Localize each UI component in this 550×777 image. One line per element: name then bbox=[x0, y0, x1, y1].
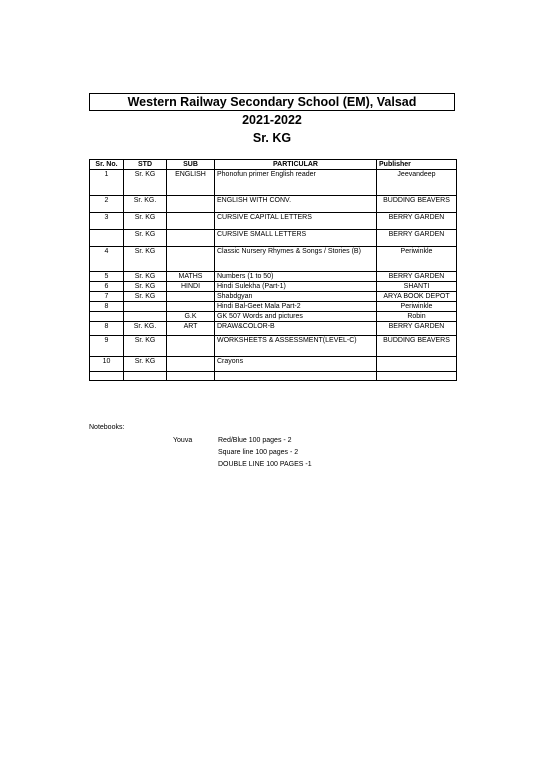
cell-sr-no: 10 bbox=[90, 357, 124, 372]
table-body bbox=[90, 170, 457, 381]
cell-particular: Numbers (1 to 50) bbox=[215, 272, 377, 282]
cell-particular: Hindi Bal-Geet Mala Part-2 bbox=[215, 302, 377, 312]
cell-sr-no: 3 bbox=[90, 213, 124, 230]
notebooks-vendor: Youva bbox=[173, 437, 193, 444]
cell-sr-no: 8 bbox=[90, 302, 124, 312]
notebook-item: Red/Blue 100 pages - 2 bbox=[218, 437, 292, 444]
table-row bbox=[90, 312, 457, 322]
cell-publisher bbox=[377, 372, 457, 381]
cell-sr-no: 2 bbox=[90, 196, 124, 213]
cell-std bbox=[124, 372, 167, 381]
academic-year: 2021-2022 bbox=[242, 113, 302, 127]
cell-particular bbox=[215, 372, 377, 381]
cell-sr-no: 5 bbox=[90, 272, 124, 282]
cell-particular: CURSIVE CAPITAL LETTERS bbox=[215, 213, 377, 230]
cell-std: Sr. KG bbox=[124, 247, 167, 272]
table-row bbox=[90, 282, 457, 292]
col-header-sub: SUB bbox=[167, 160, 215, 170]
cell-particular: Phonofun primer English reader bbox=[215, 170, 377, 196]
cell-sub bbox=[167, 292, 215, 302]
cell-sr-no: 9 bbox=[90, 336, 124, 357]
cell-publisher: BERRY GARDEN bbox=[377, 272, 457, 282]
cell-sub bbox=[167, 336, 215, 357]
cell-publisher: Periwinkle bbox=[377, 247, 457, 272]
table-row bbox=[90, 213, 457, 230]
cell-publisher: ARYA BOOK DEPOT bbox=[377, 292, 457, 302]
cell-sr-no bbox=[90, 312, 124, 322]
cell-publisher: SHANTI bbox=[377, 282, 457, 292]
cell-publisher: Jeevandeep bbox=[377, 170, 457, 196]
col-header-sr-no: Sr. No. bbox=[90, 160, 124, 170]
book-list-table bbox=[89, 159, 457, 381]
cell-sub bbox=[167, 357, 215, 372]
cell-sub bbox=[167, 247, 215, 272]
cell-particular: GK 507 Words and pictures bbox=[215, 312, 377, 322]
cell-publisher: BERRY GARDEN bbox=[377, 322, 457, 336]
cell-std bbox=[124, 302, 167, 312]
cell-sr-no: 6 bbox=[90, 282, 124, 292]
cell-std: Sr. KG. bbox=[124, 322, 167, 336]
cell-sr-no bbox=[90, 230, 124, 247]
table-row bbox=[90, 336, 457, 357]
cell-std: Sr. KG bbox=[124, 170, 167, 196]
cell-particular: ENGLISH WITH CONV. bbox=[215, 196, 377, 213]
cell-std: Sr. KG bbox=[124, 357, 167, 372]
cell-sub bbox=[167, 302, 215, 312]
cell-std bbox=[124, 312, 167, 322]
school-title: Western Railway Secondary School (EM), Valsad bbox=[89, 93, 455, 111]
cell-particular: DRAW&COLOR-B bbox=[215, 322, 377, 336]
cell-sr-no bbox=[90, 372, 124, 381]
table-row bbox=[90, 230, 457, 247]
cell-particular: Hindi Sulekha (Part-1) bbox=[215, 282, 377, 292]
cell-particular: Classic Nursery Rhymes & Songs / Stories (B) bbox=[215, 247, 377, 272]
notebook-item: Square line 100 pages - 2 bbox=[218, 449, 299, 456]
cell-particular: Shabdgyan bbox=[215, 292, 377, 302]
cell-std: Sr. KG. bbox=[124, 196, 167, 213]
cell-publisher: BERRY GARDEN bbox=[377, 230, 457, 247]
cell-std: Sr. KG bbox=[124, 292, 167, 302]
cell-publisher: BUDDING BEAVERS bbox=[377, 336, 457, 357]
cell-particular: Crayons bbox=[215, 357, 377, 372]
table-row bbox=[90, 302, 457, 312]
notebook-item: DOUBLE LINE 100 PAGES -1 bbox=[218, 461, 312, 468]
col-header-std: STD bbox=[124, 160, 167, 170]
table-header-row bbox=[90, 160, 457, 170]
table-row bbox=[90, 322, 457, 336]
cell-sr-no: 7 bbox=[90, 292, 124, 302]
cell-std: Sr. KG bbox=[124, 272, 167, 282]
notebooks-label: Notebooks: bbox=[89, 424, 125, 431]
cell-std: Sr. KG bbox=[124, 230, 167, 247]
table-row bbox=[90, 170, 457, 196]
cell-sub bbox=[167, 230, 215, 247]
cell-publisher: BERRY GARDEN bbox=[377, 213, 457, 230]
cell-std: Sr. KG bbox=[124, 213, 167, 230]
cell-publisher: Robin bbox=[377, 312, 457, 322]
cell-publisher: BUDDING BEAVERS bbox=[377, 196, 457, 213]
cell-sr-no: 1 bbox=[90, 170, 124, 196]
table-row bbox=[90, 372, 457, 381]
table-row bbox=[90, 247, 457, 272]
cell-std: Sr. KG bbox=[124, 336, 167, 357]
cell-particular: CURSIVE SMALL LETTERS bbox=[215, 230, 377, 247]
cell-sub: ART bbox=[167, 322, 215, 336]
cell-sr-no: 8 bbox=[90, 322, 124, 336]
cell-sub: MATHS bbox=[167, 272, 215, 282]
table-row bbox=[90, 272, 457, 282]
cell-std: Sr. KG bbox=[124, 282, 167, 292]
cell-publisher: Periwinkle bbox=[377, 302, 457, 312]
cell-sub: HINDI bbox=[167, 282, 215, 292]
cell-sub bbox=[167, 213, 215, 230]
table-row bbox=[90, 196, 457, 213]
cell-sub: ENGLISH bbox=[167, 170, 215, 196]
col-header-particular: PARTICULAR bbox=[215, 160, 377, 170]
col-header-publisher: Publisher bbox=[377, 160, 457, 170]
cell-sub bbox=[167, 372, 215, 381]
table-row bbox=[90, 357, 457, 372]
table-row bbox=[90, 292, 457, 302]
cell-sub bbox=[167, 196, 215, 213]
class-name: Sr. KG bbox=[252, 131, 292, 145]
cell-sub: G.K bbox=[167, 312, 215, 322]
cell-sr-no: 4 bbox=[90, 247, 124, 272]
cell-publisher bbox=[377, 357, 457, 372]
cell-particular: WORKSHEETS & ASSESSMENT(LEVEL-C) bbox=[215, 336, 377, 357]
